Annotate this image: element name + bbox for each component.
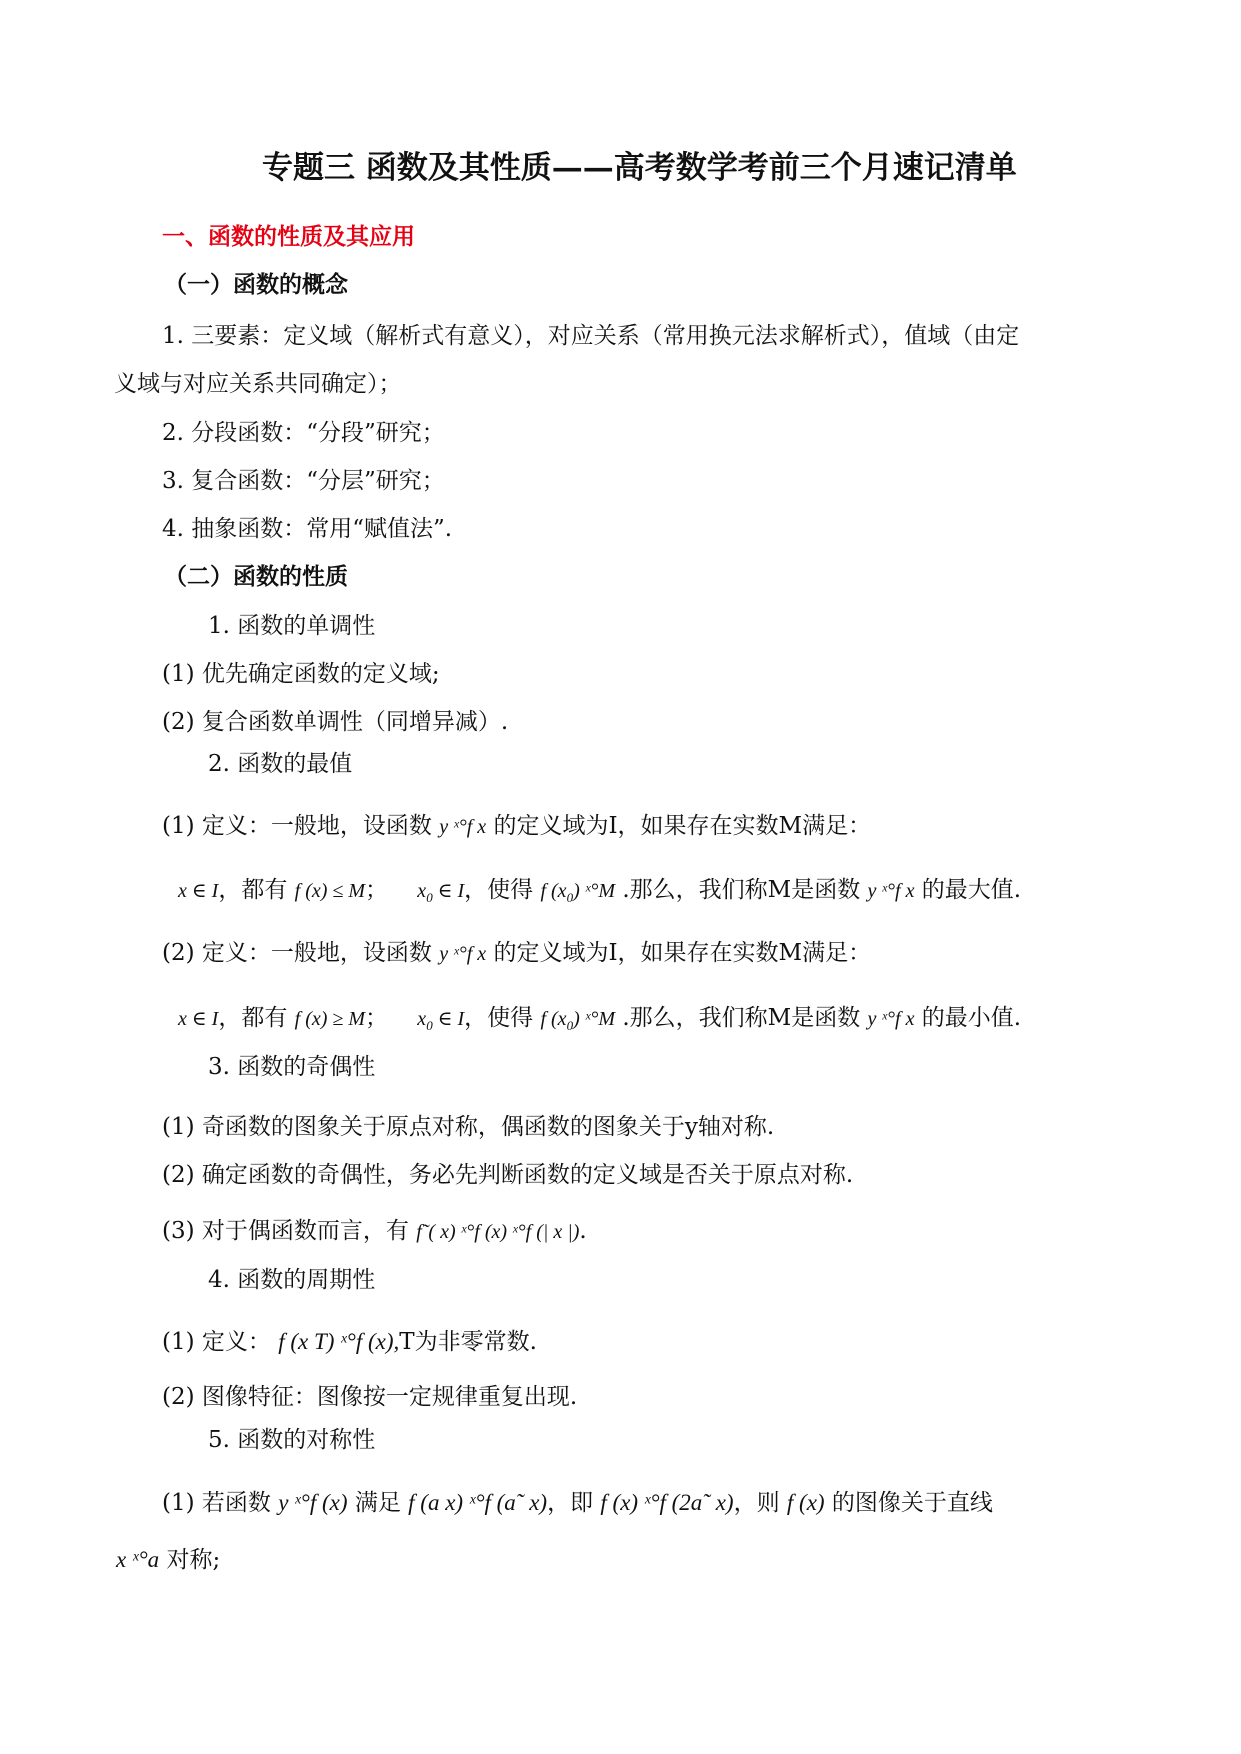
- period-identity: f (x T) ˣ°f (x),: [278, 1329, 400, 1354]
- period-heading: 4. 函数的周期性: [208, 1267, 376, 1293]
- subsection-heading-properties: （二）函数的性质: [164, 563, 348, 590]
- symmetry-point-1-line-1: [162, 1488, 993, 1518]
- min-definition-line: [162, 938, 871, 969]
- max-condition-line: [178, 875, 1021, 913]
- max-definition-prefix: (1) 定义：一般地，设函数: [162, 813, 432, 839]
- symmetry-function: y ˣ°f (x): [278, 1490, 348, 1515]
- parity-heading: 3. 函数的奇偶性: [208, 1054, 376, 1080]
- function-notation-min: y ˣ°f x: [867, 1008, 915, 1030]
- section-heading-1: 一、函数的性质及其应用: [162, 223, 415, 250]
- parity-point-3-end: .: [579, 1218, 587, 1244]
- max-definition-suffix: 的定义域为I，如果存在实数M满足：: [493, 813, 872, 839]
- period-point-1-prefix: (1) 定义：: [162, 1329, 271, 1355]
- period-point-2: (2) 图像特征：图像按一定规律重复出现.: [162, 1384, 578, 1410]
- max-text-3: .那么，我们称M是函数: [622, 877, 861, 903]
- min-attained-expression: f $(x_0)$ ˣ°M: [540, 1008, 616, 1033]
- symmetry-equivalent: f (x) ˣ°f (2a˜ x): [600, 1490, 734, 1515]
- domain-membership-2: x ∈ I: [178, 1008, 219, 1030]
- min-inequality: f (x) ≥ M: [294, 1008, 366, 1030]
- max-text-4: 的最大值.: [921, 877, 1022, 903]
- min-text-2: ，使得: [464, 1005, 534, 1031]
- concept-item-1-line-1: 1. 三要素：定义域（解析式有意义），对应关系（常用换元法求解析式），值域（由定: [162, 323, 1020, 349]
- subsection-heading-concept: （一）函数的概念: [164, 271, 348, 298]
- concept-item-3: 3. 复合函数：“分层”研究；: [162, 468, 445, 494]
- parity-point-3: [162, 1216, 587, 1247]
- max-text-1: ，都有: [218, 877, 288, 903]
- symmetry-point-1-line-2: [116, 1545, 220, 1575]
- min-definition-suffix: 的定义域为I，如果存在实数M满足：: [493, 940, 872, 966]
- monotonic-point-2: (2) 复合函数单调性（同增异减）.: [162, 709, 509, 735]
- min-text-1: ，都有: [218, 1005, 288, 1031]
- function-notation: y ˣ°f x: [439, 816, 487, 838]
- function-notation-max: y ˣ°f x: [867, 880, 915, 902]
- parity-point-3-text: (3) 对于偶函数而言，有: [162, 1218, 409, 1244]
- max-attained-expression: f $(x_0)$ ˣ°M: [540, 880, 616, 905]
- max-inequality: f (x) ≤ M: [294, 880, 366, 902]
- max-separator: ；: [365, 877, 389, 903]
- symmetry-text-6: 对称;: [166, 1547, 221, 1573]
- symmetry-text-2: 满足: [354, 1490, 401, 1516]
- min-definition-prefix: (2) 定义：一般地，设函数: [162, 940, 432, 966]
- page-title: 专题三 函数及其性质——高考数学考前三个月速记清单: [262, 150, 1017, 186]
- max-text-2: ，使得: [464, 877, 534, 903]
- min-separator: ；: [365, 1005, 389, 1031]
- symmetry-heading: 5. 函数的对称性: [208, 1427, 376, 1453]
- extreme-heading: 2. 函数的最值: [208, 751, 353, 777]
- min-text-3: .那么，我们称M是函数: [622, 1005, 861, 1031]
- concept-item-2: 2. 分段函数：“分段”研究；: [162, 420, 445, 446]
- domain-membership: x ∈ I: [178, 880, 219, 902]
- symmetry-text-4: ，则: [733, 1490, 780, 1516]
- symmetry-text-3: ，即: [547, 1490, 594, 1516]
- max-definition-line: [162, 811, 871, 842]
- parity-point-1: (1) 奇函数的图象关于原点对称，偶函数的图象关于y轴对称.: [162, 1114, 775, 1140]
- min-condition-line: [178, 1003, 1021, 1041]
- monotonic-heading: 1. 函数的单调性: [208, 613, 376, 639]
- x0-variable: $x_0$ ∈ I: [417, 880, 465, 905]
- period-point-1-suffix: T为非零常数.: [399, 1329, 537, 1355]
- symmetry-axis: x ˣ°a: [116, 1547, 160, 1572]
- min-text-4: 的最小值.: [921, 1005, 1022, 1031]
- function-notation-2: y ˣ°f x: [439, 943, 487, 965]
- x0-variable-2: $x_0$ ∈ I: [417, 1008, 465, 1033]
- period-point-1: [162, 1327, 537, 1357]
- symmetry-fx: f (x): [786, 1490, 825, 1515]
- concept-item-4: 4. 抽象函数：常用“赋值法”.: [162, 516, 453, 542]
- symmetry-text-1: (1) 若函数: [162, 1490, 271, 1516]
- monotonic-point-1: (1) 优先确定函数的定义域;: [162, 661, 440, 687]
- even-function-identity: f˜( x) ˣ°f (x) ˣ°f (| x |): [416, 1221, 580, 1243]
- concept-item-1-line-2: 义域与对应关系共同确定）；: [114, 371, 402, 397]
- symmetry-condition: f (a x) ˣ°f (a˜ x): [408, 1490, 548, 1515]
- symmetry-text-5: 的图像关于直线: [831, 1490, 993, 1516]
- parity-point-2: (2) 确定函数的奇偶性，务必先判断函数的定义域是否关于原点对称.: [162, 1162, 854, 1188]
